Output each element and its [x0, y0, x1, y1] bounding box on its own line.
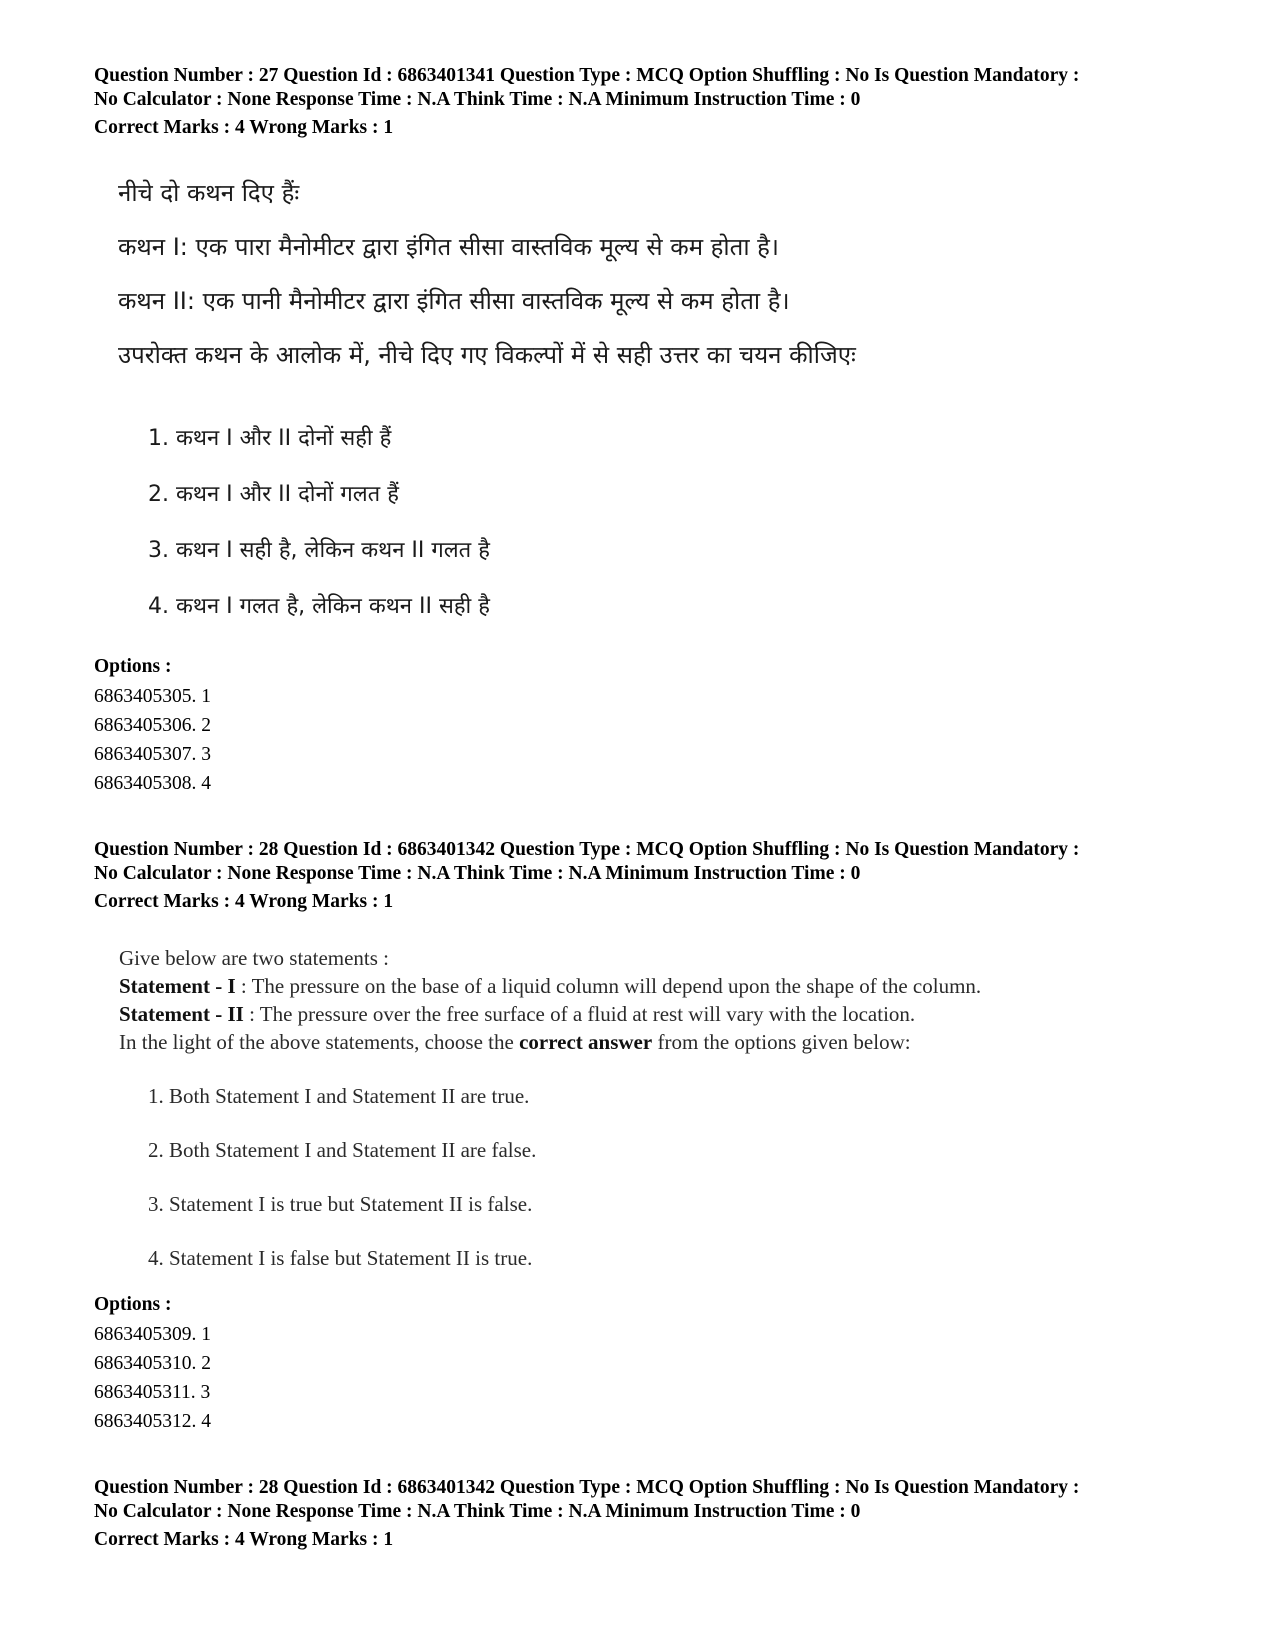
q28-instruction	[119, 1028, 911, 1056]
q27-statement-1: कथन I: एक पारा मैनोमीटर द्वारा इंगित सीसा वास्तविक मूल्य से कम होता है।	[118, 233, 780, 261]
q28-option: 6863405309. 1	[94, 1324, 211, 1345]
q27-option: 6863405305. 1	[94, 686, 211, 707]
q27-statement-2: कथन II: एक पानी मैनोमीटर द्वारा इंगित सीसा वास्तविक मूल्य से कम होता है।	[118, 287, 790, 315]
q28-meta-line2: No Calculator : None Response Time : N.A Think Time : N.A Minimum Instruction Time : 0	[94, 863, 861, 884]
q27-meta	[94, 64, 1214, 112]
q27-marks: Correct Marks : 4 Wrong Marks : 1	[94, 117, 394, 138]
q28-intro: Give below are two statements :	[119, 946, 390, 970]
q28-meta-line1: Question Number : 28 Question Id : 6863401342 Question Type : MCQ Option Shuffling : No Is Question Mandatory :	[94, 839, 1080, 860]
q28-choice-4: 4. Statement I is false but Statement II is true.	[148, 1246, 533, 1270]
q28-repeat-meta-line1: Question Number : 28 Question Id : 6863401342 Question Type : MCQ Option Shuffling : No Is Question Mandatory :	[94, 1477, 1080, 1498]
q27-instruction: उपरोक्त कथन के आलोक में, नीचे दिए गए विकल्पों में से सही उत्तर का चयन कीजिएः	[118, 341, 856, 369]
q27-choice-2: 2. कथन I और II दोनों गलत हैं	[148, 482, 399, 507]
q28-repeat-marks: Correct Marks : 4 Wrong Marks : 1	[94, 1529, 394, 1550]
q27-meta-line2: No Calculator : None Response Time : N.A Think Time : N.A Minimum Instruction Time : 0	[94, 89, 861, 110]
q28-s1-label: Statement - I	[119, 974, 236, 998]
q28-instr-post: from the options given below:	[652, 1030, 911, 1054]
q28-option: 6863405312. 4	[94, 1411, 211, 1432]
q27-choice-1: 1. कथन I और II दोनों सही हैं	[148, 426, 392, 451]
q28-option: 6863405311. 3	[94, 1382, 211, 1403]
q28-options-list	[94, 1320, 211, 1436]
q28-repeat-meta-line2: No Calculator : None Response Time : N.A Think Time : N.A Minimum Instruction Time : 0	[94, 1501, 861, 1522]
q28-statement-2	[119, 1000, 915, 1028]
q28-instr-bold: correct answer	[519, 1030, 653, 1054]
q28-s2-label: Statement - II	[119, 1002, 244, 1026]
q27-option: 6863405306. 2	[94, 715, 211, 736]
q28-choice-1: 1. Both Statement I and Statement II are true.	[148, 1084, 530, 1108]
q27-meta-line1: Question Number : 27 Question Id : 6863401341 Question Type : MCQ Option Shuffling : No Is Question Mandatory :	[94, 65, 1080, 86]
q28-choice-2: 2. Both Statement I and Statement II are false.	[148, 1138, 537, 1162]
q27-choice-3: 3. कथन I सही है, लेकिन कथन II गलत है	[148, 538, 490, 563]
q27-option: 6863405307. 3	[94, 744, 211, 765]
q28-choice-3: 3. Statement I is true but Statement II is false.	[148, 1192, 533, 1216]
q28-statement-1	[119, 972, 981, 1000]
q28-meta	[94, 838, 1214, 886]
q27-intro: नीचे दो कथन दिए हैंः	[118, 179, 300, 207]
q28-instr-pre: In the light of the above statements, choose the	[119, 1030, 520, 1054]
q27-choice-4: 4. कथन I गलत है, लेकिन कथन II सही है	[148, 594, 490, 619]
q28-option: 6863405310. 2	[94, 1353, 211, 1374]
q28-s1-text: : The pressure on the base of a liquid column will depend upon the shape of the column.	[235, 974, 982, 998]
q28-marks: Correct Marks : 4 Wrong Marks : 1	[94, 891, 394, 912]
q28-options-label: Options :	[94, 1294, 172, 1315]
q27-options-label: Options :	[94, 656, 172, 677]
q28-repeat-meta	[94, 1476, 1214, 1524]
q27-options-list	[94, 682, 211, 798]
q28-s2-text: : The pressure over the free surface of a fluid at rest will vary with the location.	[243, 1002, 916, 1026]
q27-option: 6863405308. 4	[94, 773, 211, 794]
